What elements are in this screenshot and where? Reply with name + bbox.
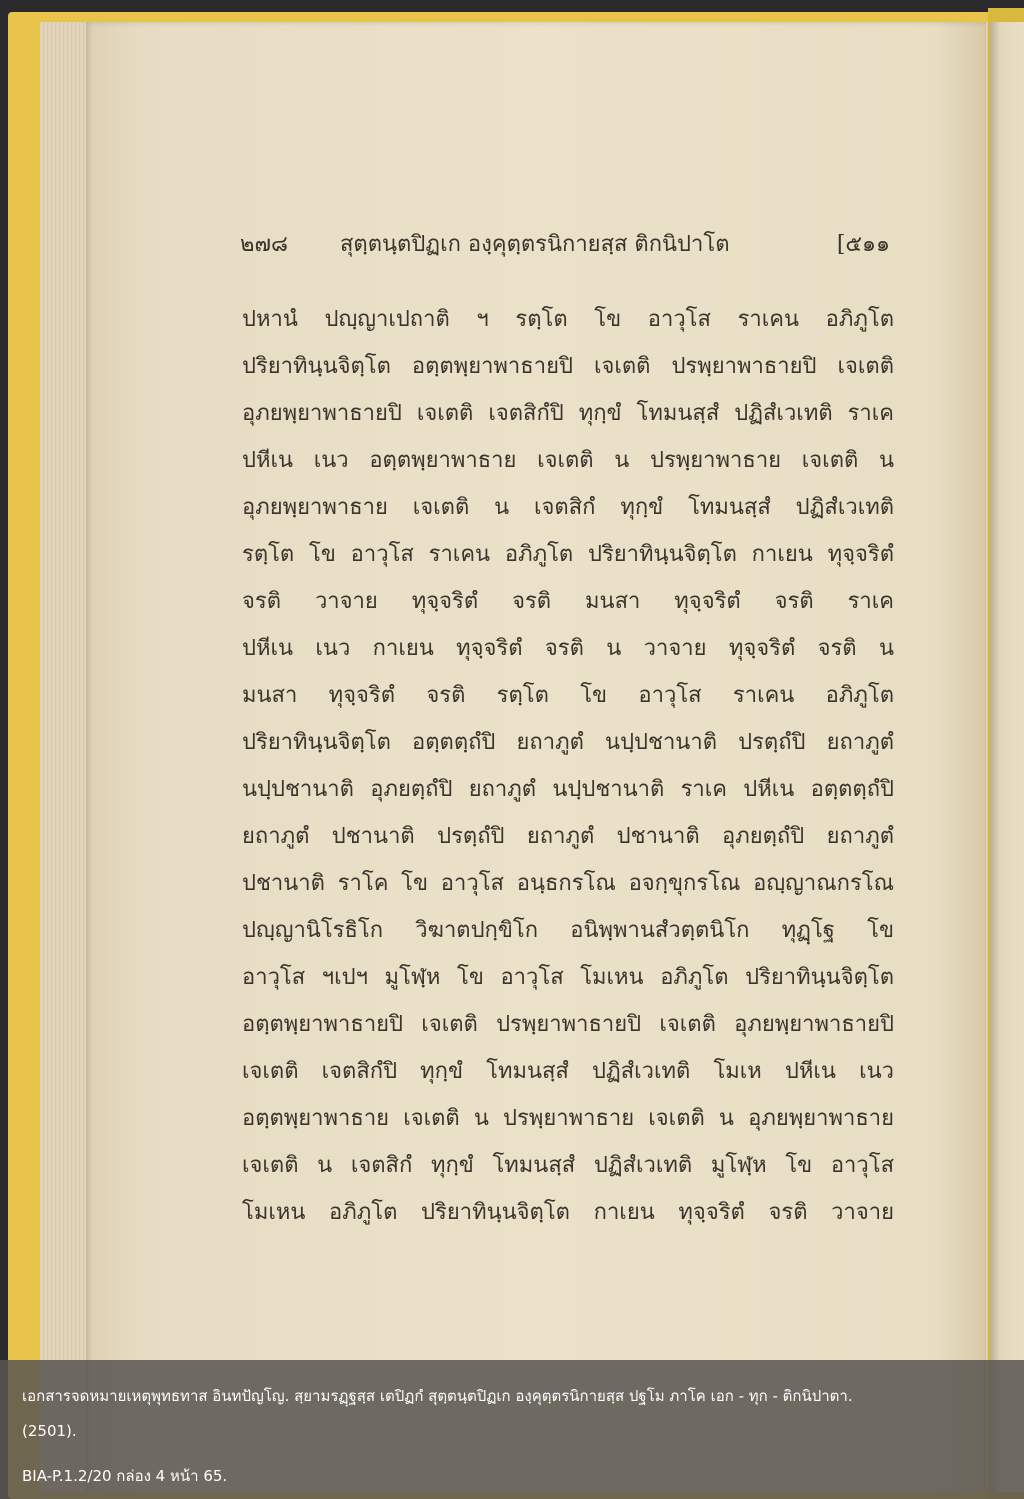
text-line: อุภยพฺยาพาธาย เจเตติ น เจตสิกํ ทุกฺขํ โทมนสฺสํ ปฏิสํเวเทติ xyxy=(242,495,894,520)
facing-page-edge xyxy=(990,22,1024,1492)
text-line: อตฺตพฺยาพาธาย เจเตติ น ปรพฺยาพาธาย เจเตติ น อุภยพฺยาพาธาย xyxy=(242,1106,894,1131)
text-line: ปริยาทินฺนจิตฺโต อตฺตตฺถํปิ ยถาภูตํ นปฺปชานาติ ปรตฺถํปิ ยถาภูตํ xyxy=(242,730,894,755)
text-line: ปชานาติ ราโค โข อาวุโส อนฺธกรโณ อจกฺขุกรโณ อญฺญาณกรโณ xyxy=(242,871,894,896)
text-line: อตฺตพฺยาพาธายปิ เจเตติ ปรพฺยาพาธายปิ เจเตติ อุภยพฺยาพาธายปิ xyxy=(242,1012,894,1037)
page-number: ๒๗๘ xyxy=(240,232,289,257)
text-line: ปริยาทินฺนจิตฺโต อตฺตพฺยาพาธายปิ เจเตติ ปรพฺยาพาธายปิ เจเตติ xyxy=(242,354,894,379)
running-title: สุตฺตนฺตปิฏเก องฺคุตฺตรนิกายสฺส ติกนิปาโต xyxy=(340,232,730,257)
text-line: เจเตติ น เจตสิกํ ทุกฺขํ โทมนสฺสํ ปฏิสํเวเทติ มูโฬฺห โข อาวุโส xyxy=(242,1153,894,1178)
text-line: รตฺโต โข อาวุโส ราเคน อภิภูโต ปริยาทินฺนจิตฺโต กาเยน ทุจฺจริตํ xyxy=(242,542,894,567)
caption-archive-reference: BIA-P.1.2/20 กล่อง 4 หน้า 65. xyxy=(22,1467,228,1485)
text-line: ปญฺญานิโรธิโก วิฆาตปกฺขิโก อนิพฺพานสํวตฺตนิโก ทุฏฺโฐ โข xyxy=(242,918,894,943)
text-line: ปหานํ ปญฺญาเปถาติ ฯ รตฺโต โข อาวุโส ราเคน อภิภูโต xyxy=(242,307,894,332)
section-number: [๕๑๑ xyxy=(836,232,890,257)
page-header xyxy=(240,226,890,266)
text-line: จรติ วาจาย ทุจฺจริตํ จรติ มนสา ทุจฺจริตํ จรติ ราเค xyxy=(242,589,894,614)
text-line: นปฺปชานาติ อุภยตฺถํปิ ยถาภูตํ นปฺปชานาติ ราเค ปหีเน อตฺตตฺถํปิ xyxy=(242,777,894,802)
caption-bar xyxy=(0,1360,1024,1499)
caption-citation: เอกสารจดหมายเหตุพุทธทาส อินทปัญโญ. สฺยามรฏฺฐสฺส เตปิฏกํ สุตฺตนฺตปิฏเก องฺคุตฺตรนิกายสฺส ปฐโม ภาโค เอก - ทุก - ติกนิปาตา. xyxy=(22,1387,853,1405)
text-line: ยถาภูตํ ปชานาติ ปรตฺถํปิ ยถาภูตํ ปชานาติ อุภยตฺถํปิ ยถาภูตํ xyxy=(242,824,894,849)
text-line: โมเหน อภิภูโต ปริยาทินฺนจิตฺโต กาเยน ทุจฺจริตํ จรติ วาจาย xyxy=(242,1200,894,1225)
text-line: อาวุโส ฯเปฯ มูโฬฺห โข อาวุโส โมเหน อภิภูโต ปริยาทินฺนจิตฺโต xyxy=(242,965,894,990)
text-line: มนสา ทุจฺจริตํ จรติ รตฺโต โข อาวุโส ราเคน อภิภูโต xyxy=(242,683,894,708)
text-line: ปหีเน เนว กาเยน ทุจฺจริตํ จรติ น วาจาย ทุจฺจริตํ จรติ น xyxy=(242,636,894,661)
text-line: เจเตติ เจตสิกํปิ ทุกฺขํ โทมนสฺสํ ปฏิสํเวเทติ โมเห ปหีเน เนว xyxy=(242,1059,894,1084)
text-line: ปหีเน เนว อตฺตพฺยาพาธาย เจเตติ น ปรพฺยาพาธาย เจเตติ น xyxy=(242,448,894,473)
text-line: อุภยพฺยาพาธายปิ เจเตติ เจตสิกํปิ ทุกฺขํ โทมนสฺสํ ปฏิสํเวเทติ ราเค xyxy=(242,401,894,426)
body-text xyxy=(242,296,894,1236)
caption-year: (2501). xyxy=(22,1422,77,1440)
